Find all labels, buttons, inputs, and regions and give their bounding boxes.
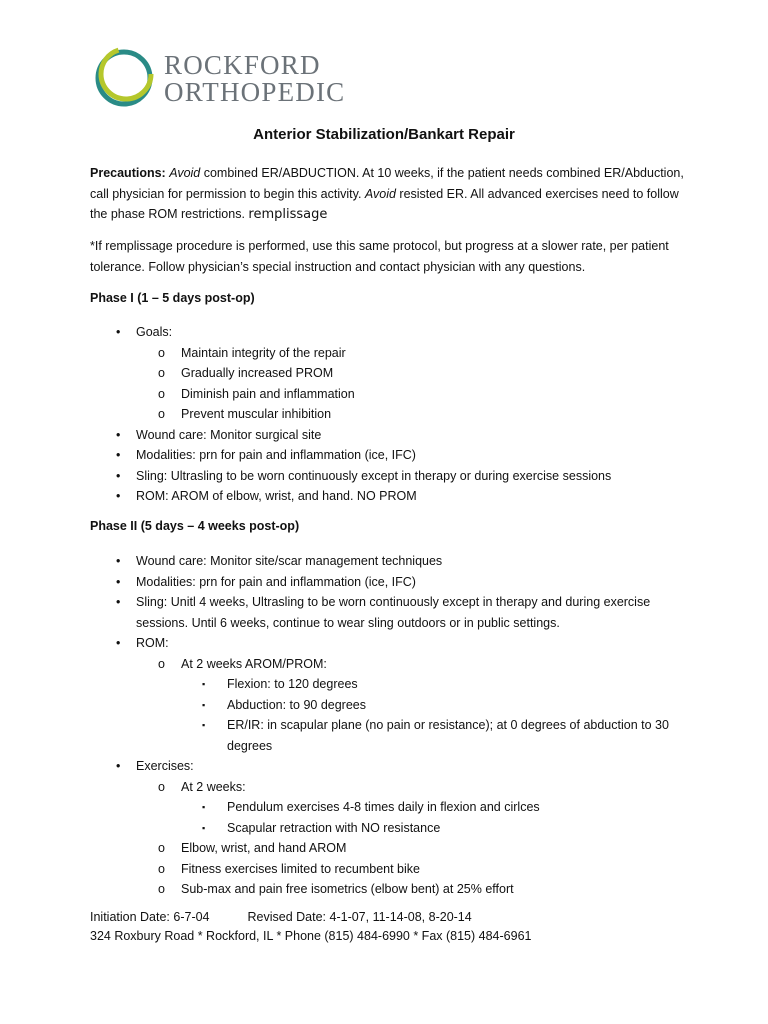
square-bullet-icon: ▪ xyxy=(202,699,206,710)
list-item: • Sling: Unitl 4 weeks, Ultrasling to be worn continuously except in therapy and during exercise sessions. Until 6 weeks, continue to wear sling outdoors or in public settings. xyxy=(90,592,690,633)
circle-bullet-icon: o xyxy=(158,841,165,855)
list-item: • Exercises: xyxy=(90,756,690,777)
phase-1-heading: Phase I (1 – 5 days post-op) xyxy=(90,291,255,305)
rockford-orthopedic-logo xyxy=(92,44,357,110)
square-bullet-icon: ▪ xyxy=(202,822,206,833)
circle-bullet-icon: o xyxy=(158,366,165,380)
circle-bullet-icon: o xyxy=(158,407,165,421)
circle-bullet-icon: o xyxy=(158,861,165,876)
logo-ring-icon xyxy=(92,44,158,110)
list-item: o Diminish pain and inflammation xyxy=(90,384,690,405)
phase-2-heading: Phase II (5 days – 4 weeks post-op) xyxy=(90,519,300,533)
square-bullet-icon: ▪ xyxy=(202,720,206,730)
circle-bullet-icon: o xyxy=(158,779,165,794)
list-item: • Wound care: Monitor site/scar management techniques xyxy=(90,551,690,572)
list-item: o At 2 weeks AROM/PROM: xyxy=(90,654,690,675)
list-item: • Goals: xyxy=(90,322,690,343)
precautions-text-2: resisted ER. All advanced exercises need to follow the phase ROM restrictions. xyxy=(90,186,679,221)
document-title: Anterior Stabilization/Bankart Repair xyxy=(253,126,515,143)
precautions-paragraph xyxy=(90,163,690,226)
list-item: • Modalities: prn for pain and inflammation (ice, IFC) xyxy=(90,572,690,593)
list-item: o Sub-max and pain free isometrics (elbow bent) at 25% effort xyxy=(90,879,690,900)
square-bullet-icon: ▪ xyxy=(202,679,206,689)
list-item: o Prevent muscular inhibition xyxy=(90,404,690,425)
phase-1-list xyxy=(90,322,690,507)
circle-bullet-icon: o xyxy=(158,882,165,896)
bullet-icon: • xyxy=(116,427,121,442)
precautions-text-1: combined ER/ABDUCTION. At 10 weeks, if the patient needs combined ER/Abduction, call physician for permission to begin this activity. xyxy=(90,166,684,201)
list-item: • Modalities: prn for pain and inflammation (ice, IFC) xyxy=(90,445,690,466)
bullet-icon: • xyxy=(116,636,121,650)
circle-bullet-icon: o xyxy=(158,345,165,360)
bullet-icon: • xyxy=(116,489,121,503)
initiation-date: Initiation Date: 6-7-04 xyxy=(90,910,210,924)
avoid-emphasis-2: Avoid xyxy=(364,186,396,201)
list-item: o Elbow, wrist, and hand AROM xyxy=(90,838,690,859)
precautions-label: Precautions: xyxy=(90,166,166,180)
list-item: o Fitness exercises limited to recumbent bike xyxy=(90,859,690,880)
remplissage-annotation: remplissage xyxy=(248,207,328,222)
remplissage-note: *If remplissage procedure is performed, use this same protocol, but progress at a slower rate, per patient tolerance. Follow physician’s special instruction and contact physician with any questions. xyxy=(90,239,669,274)
list-item: o At 2 weeks: xyxy=(90,777,690,798)
list-item: o Maintain integrity of the repair xyxy=(90,343,690,364)
list-item: ▪ ER/IR: in scapular plane (no pain or resistance); at 0 degrees of abduction to 30 degrees xyxy=(90,715,690,756)
list-item: • Wound care: Monitor surgical site xyxy=(90,425,690,446)
list-item: ▪ Abduction: to 90 degrees xyxy=(90,695,690,716)
bullet-icon: • xyxy=(116,595,121,609)
footer-address: 324 Roxbury Road * Rockford, IL * Phone (815) 484-6990 * Fax (815) 484-6961 xyxy=(90,929,532,943)
avoid-emphasis-1: Avoid xyxy=(169,166,201,180)
circle-bullet-icon: o xyxy=(158,386,165,401)
document-footer xyxy=(90,908,531,946)
circle-bullet-icon: o xyxy=(158,656,165,671)
list-item: o Gradually increased PROM xyxy=(90,363,690,384)
list-item: • ROM: xyxy=(90,633,690,654)
list-item: ▪ Pendulum exercises 4-8 times daily in flexion and cirlces xyxy=(90,797,690,818)
logo-wordmark xyxy=(164,52,345,106)
list-item: ▪ Flexion: to 120 degrees xyxy=(90,674,690,695)
list-item: • ROM: AROM of elbow, wrist, and hand. NO PROM xyxy=(90,486,690,507)
bullet-icon: • xyxy=(116,468,121,483)
bullet-icon: • xyxy=(116,574,121,589)
revised-date: Revised Date: 4-1-07, 11-14-08, 8-20-14 xyxy=(247,910,472,924)
list-item: ▪ Scapular retraction with NO resistance xyxy=(90,818,690,839)
logo-line-2: ORTHOPEDIC xyxy=(164,77,346,107)
bullet-icon: • xyxy=(116,448,121,462)
phase-2-list xyxy=(90,551,690,900)
logo-line-1: ROCKFORD xyxy=(164,50,321,80)
bullet-icon: • xyxy=(116,554,121,568)
square-bullet-icon: ▪ xyxy=(202,802,206,812)
list-item: • Sling: Ultrasling to be worn continuously except in therapy or during exercise sessions xyxy=(90,466,690,487)
bullet-icon: • xyxy=(116,325,121,339)
bullet-icon: • xyxy=(116,759,121,773)
